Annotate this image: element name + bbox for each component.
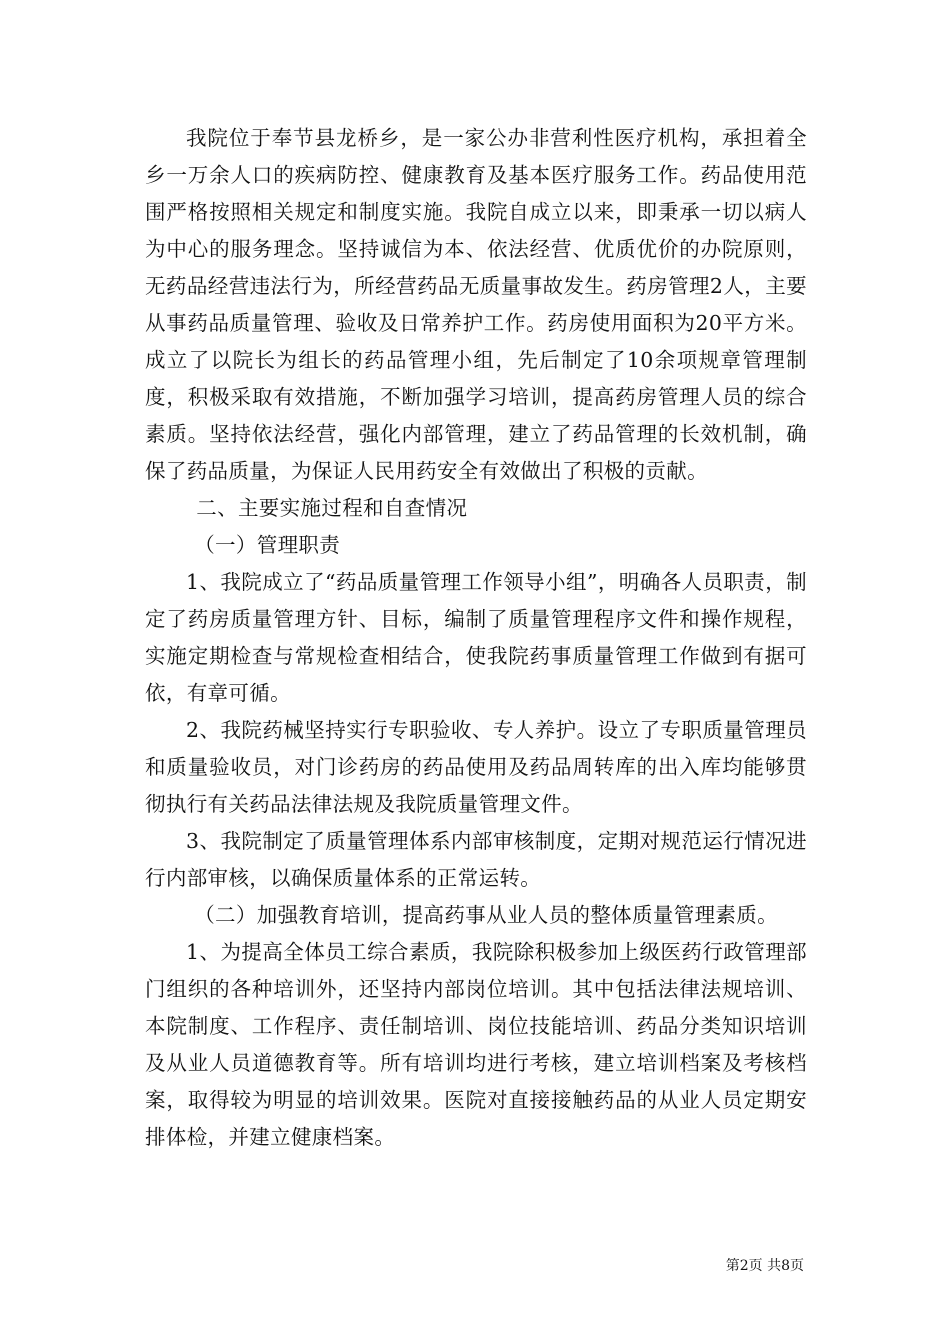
training-item-1: 1、为提高全体员工综合素质，我院除积极参加上级医药行政管理部门组织的各种培训外，还坚持内部岗位培训。其中包括法律法规培训、本院制度、工作程序、责任制培训、岗位技能培训、药品分类知识培训及从业人员道德教育等。所有培训均进行考核，建立培训档案及考核档案，取得较为明显的培训效果。医院对直接接触药品的从业人员定期安排体检，并建立健康档案。 [145,940,807,1149]
intro-paragraph: 我院位于奉节县龙桥乡，是一家公办非营利性医疗机构，承担着全乡一万余人口的疾病防控、健康教育及基本医疗服务工作。药品使用范围严格按照相关规定和制度实施。我院自成立以来，即秉承一切以病人为中心的服务理念。坚持诚信为本、依法经营、优质优价的办院原则，无药品经营违法行为，所经营药品无质量事故发生。药房管理2人，主要从事药品质量管理、验收及日常养护工作。药房使用面积为20平方米。成立了以院长为组长的药品管理小组，先后制定了10余项规章管理制度，积极采取有效措施，不断加强学习培训，提高药房管理人员的综合素质。坚持依法经营，强化内部管理，建立了药品管理的长效机制，确保了药品质量，为保证人民用药安全有效做出了积极的贡献。 [145,126,807,483]
subsection-heading-management: （一）管理职责 [194,533,341,557]
page-number: 第2页 共8页 [725,1258,804,1274]
management-item-1: 1、我院成立了“药品质量管理工作领导小组”，明确各人员职责，制定了药房质量管理方针、目标，编制了质量管理程序文件和操作规程，实施定期检查与常规检查相结合，使我院药事质量管理工作做到有据可依，有章可循。 [145,570,807,705]
management-item-3: 3、我院制定了质量管理体系内部审核制度，定期对规范运行情况进行内部审核，以确保质量体系的正常运转。 [145,829,807,890]
section-heading: 二、主要实施过程和自查情况 [196,496,468,520]
subsection-heading-training: （二）加强教育培训，提高药事从业人员的整体质量管理素质。 [194,903,778,927]
document-body [145,120,807,1156]
management-item-2: 2、我院药械坚持实行专职验收、专人养护。设立了专职质量管理员和质量验收员，对门诊药房的药品使用及药品周转库的出入库均能够贯彻执行有关药品法律法规及我院质量管理文件。 [145,718,807,816]
